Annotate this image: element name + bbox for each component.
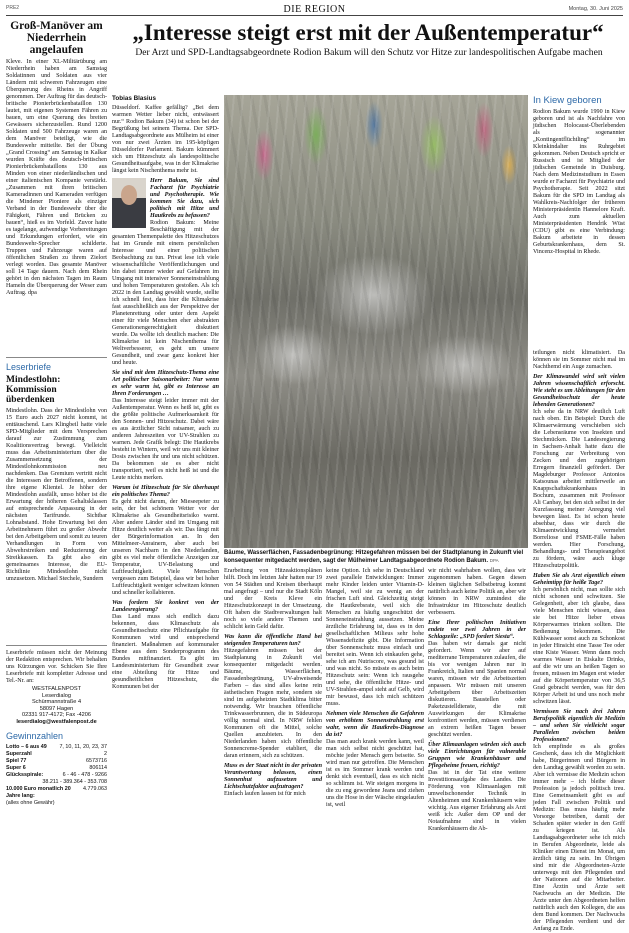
- page-code: PRE2: [6, 5, 20, 11]
- question: Der Klimawandel wird seit vielen Jahren wissenschaftlich erforscht. Wie steht es um Ableitungen für den Gesundheitsschutz der heute lebenden Generationen?: [533, 374, 625, 408]
- answer: Das Interesse steigt leider immer mit der Außentemperatur. Wenn es heiß ist, gibt es die größte politische Aufmerksamkeit für den Sonnen- und Hitzeschutz. Dabei wäre es aus ärztlicher Sicht ratsamer, auch zu anderen Jahreszeiten vor UV-Strahlen zu warnen. Jede Grafik belegt: Die Hautkrebs besteht in Wintern, weil wir uns mit kleiner Dosis zwischen ihr und uns nicht schützen. Da bekommen sie es aber nicht transportiert, weil es nicht heiß ist und die Leute nichts merken.: [112, 398, 219, 481]
- address-block: [6, 686, 107, 726]
- question: Sie sind mit dem Hitzeschutz-Thema eine Art politischer Saisonarbeiter: Nur wenn es sehr warm ist, gibt es Interesse an Ihren Forderungen …: [112, 370, 219, 397]
- answer: teilungen nicht klimatisiert. Da können sie im Sommer nicht mal im Nachthemd ein Auge zumachen.: [533, 350, 625, 370]
- interview-column-4: [428, 568, 526, 868]
- answer: Hitzegefahren müssen bei der Stadtplanung in Zukunft viel konsequenter mitgedacht werden. Bäume, Wasserflächen, Fassadenbegrünung, UV-abweisende Farben – das sind alles keine rein ästhetischen Fragen mehr, sondern sie sind im aufgeheizten Stadtklima bitter notwendig. Wir brauchen öffentliche Trinkwasserbrunnen, die in Südeuropa völlig normal sind. In NRW fehlen Kommunen oft die Mittel, solche Quellen anzubieten. In den Niederlanden haben sich öffentliche Sonnencreme-Spender etabliert, die daran erinnern, sich zu schützen.: [224, 648, 322, 759]
- answer: Ich empfinde es als großes Geschenk, dass ich die Möglichkeit habe, Bürgerinnen und Bürgern in den Landtag gewählt worden zu sein. Aber ich vermisse die Medizin schon immer mehr – ich bleibe dieser Profession ja jedoch politisch treu. Eine Gemeinsamkeit gibt es auf jeden Fall zwischen Politik und Medizin: Das muss häufig mehr Vorsorge betreiben, damit der Schaden später wieder in den Griff zu kriegen ist. Als Landtagsabgeordneter sehe ich mich in Berufen Abgeordnete, leide als Kliniker einen Dienst im Monat, um ärztlich tätig zu sein. Im Übrigen sind mir die Abgeordneten-Arzte unterwegs mit den Pflegenden und der Nationen auf die Mitarbeiter. Eine Ärztin und Ärzte seit Nachwuchs an der Medizin. Die Ärzte unter den Abgeordneten helfen natürlich auch den Kollegen, die aus dem Bund kommen. Der Nachwuchs der Pflegenden verdient und der Anfang zu Ende.: [533, 744, 625, 932]
- address-line: Leserdialog: [42, 692, 71, 699]
- question: Über Klimaanlagen würden sich auch viele Einrichtungen für vulnerable Gruppen wie Krankenhäuser und Pflegeheime freuen, richtig?: [428, 742, 526, 769]
- question: Was kann die öffentliche Hand bei steigenden Temperaturen tun?: [224, 634, 322, 647]
- answer: Es geht nicht darum, der Mieseepeter zu sein, der bei schönem Wetter vor der Klimakrise als Gesundheitsrisiko warnt. Aber andere Länder sind im Umgang mit Hitze deutlich weiter als wir. Das fängt mit der Bürgerinformation an. In den Mittelmeer-Anrainern, aber auch bei unseren Nachbarn in den Niederlanden, gibt es viel mehr öffentliche Anzeigen zur Temperatur, UV-Belastung und Luftfeuchtigkeit. Viele Menschen vergessen zum Beispiel, dass wir bei hoher Luftfeuchtigkeit weniger schwitzen können und schneller kollabieren.: [112, 499, 219, 596]
- question: Eine Ihrer politischen Initiativen endete vor zwei Jahren in der Schlagzeile: „SPD fordert Siesta“.: [428, 620, 526, 640]
- portrait-photo: [112, 178, 146, 228]
- answer: wir nicht wahrhaben wollen, dass wir zugenommen haben. Gegen diesen kleinen täglichen Selbstbetrug kommt natürlich auch keine Politik an, aber wir können in NRW zumindest die Infrastruktur im Hitzeschutz deutlich verbessern.: [428, 568, 526, 616]
- lotto-row: (alles ohne Gewähr): [6, 799, 55, 806]
- question: Vermissen Sie nach drei Jahren Berufspolitik eigentlich die Medizin – und sehen Sie vielleicht sogar Parallelen zwischen beiden Professionen?: [533, 709, 625, 743]
- portrait-box: [112, 178, 219, 220]
- interview-column-2: [224, 568, 322, 868]
- question: Was fordern Sie konkret von der Landesregierung?: [112, 600, 219, 613]
- question: Muss es der Staat nicht in der privaten Verantwortung belassen, einen Sonnenhut aufzusetzen und Lichtschutzfaktor aufzutragen?: [224, 763, 322, 790]
- question: Nehmen viele Menschen die Gefahren von erhöhtem Sonnenstrahlung erst wahr, wenn die Hautkrebs-Diagnose da ist?: [326, 711, 424, 738]
- page-header: [6, 4, 623, 16]
- rubric-letters: Leserbriefe: [6, 362, 52, 372]
- article-subhead: Der Arzt und SPD-Landtagsabgeordnete Rodion Bakum will den Schutz vor Hitze zur landespolitischen Aufgabe machen: [135, 47, 603, 58]
- answer: Das haben wir damals gar nicht gefordert. Wenn wir aber auf mediterrane Temperaturen zulaufen, die bis vor wenigen Jahren nur in Frankreich, Italien und Spanien normal waren, müssen wir die Arbeitszeiten anpassen. Wir müssen mit unseren Arbeitgebern über Arbeitszeiten diskutieren. Baustellen oder Paketzustelldienste, die mit Auswirkungen der Klimakrise konfrontiert werden, müssen verdienen an extrem heißen Tagen besser geschützt werden.: [428, 641, 526, 738]
- interview-column-3: [326, 568, 424, 868]
- caption-text: Bäume, Wasserflächen, Fassadenbegrünung: Hitzegefahren müssen bei der Stadtplanung in Zukunft viel konsequenter mitgedacht werden, sagt der Mülheimer Landtagsabgeordnete Rodion Bakum.: [224, 550, 524, 564]
- section-title: DIE REGION: [283, 4, 346, 15]
- answer: Das man auch krank werden kann, weil man sich selbst nicht geschützt hat, möchte jeder Mensch gern beiseite. So wird man nur getroffen. Die Menschen ist es im Sommer krank werden und denkt sich eventuell, dass es sich nicht so schlimm ist. Wir steigen morgens in die zu eng gewordene Jeans und ziehen uns die Hose in der Wäsche eingelaufen ist, weil: [326, 739, 424, 808]
- lotto-title: Gewinnzahlen: [6, 730, 64, 741]
- article-headline: „Interesse steigt erst mit der Außentemperatur“: [132, 20, 604, 45]
- answer: keine Option. Ich sehe in Deutschland zwei parallele Entwicklungen: Immer mehr Kinder leiden unter Vitamin-D-Mangel, weil sie zu wenig an der frischen Luft sind. Gleichzeitig steigt die Hautkrebsrate, weil sich die Menschen zu häufig ungeschützt der Sonneneinstrahlung aussetzen. Meine ärztliche Erfahrung ist, dass es in den gesellschaftlichen Milieus sehr hohe Wissensdefizite gibt. Die Information über Sonnenschutz muss einfach und bereitet sein. Wenn ich einkaufen gehe, sehe ich am Nutriscore, was gesund ist und was nicht. So müsste es auch beim Hitzeschutz sein: Wenn ich rausgehe und sehe, die öffentliche Hitze- und UV-Strahlen-ampel steht auf Gelb, wird mir bewusst, dass ich mich schützen muss.: [326, 568, 424, 707]
- lotto-row: 10.000 Euro monatlich 20 Jahre lang: 4.779.063: [6, 785, 107, 799]
- address-line: WESTFALENPOST: [31, 686, 82, 692]
- interview-column-1: [112, 95, 219, 867]
- divider: [6, 357, 107, 358]
- address-line: 58097 Hagen: [39, 705, 74, 712]
- lotto-row: Superzahl 2: [6, 750, 107, 757]
- side-article-text: Kleve. In einer XL-Militärübung am Niederrhein haben am Samstag Soldatinnen und Soldaten aus vier Ländern mit schweren Fahrzeugen eine Überquerung des Rheins in Angriff genommen. Der Auftrag für das deutsch-britische Pionierbrückenbataillon 130 lautet, mit eigenen Systemen Fähren zu bauen, um eine Querung des breiten Gewässers sicherzustellen. Rund 1200 Soldaten und 500 Fahrzeuge waren an dem Manöver beteiligt, wie die Bundeswehr mitteilte. Bei der Übung „Grand Crossing“ am Samstag in Kalkar wurden Kräfte des deutsch-britischen Pionierbrückenbataillons 130 aus Minden von einer niederländischen und einer italienischen Kompanie verstärkt. „Zusammen mit ihren britischen Kameradinnen und Kameraden verfügen die Mindener Pioniere als einziger Verband in der Bundeswehr über die Fähigkeit, Fähren und Brücken zu bauen“, hieß es im Vorfeld. Zuvor hatte es tagelange, aufwendige Vorbereitungen und Erkundungen erfordert, wie ein Bundeswehr-Sprecher schilderte. Truppen und Fahrzeuge waren auf öffentlichen Straßen zu ihrem Zielort verlegt worden. Das gesamte Manöver soll 14 Tage dauern. Nach dem Rhein gehört in den nächsten Tagen im Raum Hameln die Überquerung der Weser zum Auftrag. dpa: [6, 59, 107, 296]
- lotto-row: 38.211 - 389.364 - 353.708: [42, 778, 107, 785]
- intro-text: Düsseldorf. Kaffee gefällig? „Bei dem warmen Wetter lieber nicht, entwässert nur.“ Rodion Bakum (34) ist schon bei der Begrüßung bei seinem Thema. Der SPD-Landtagsabgeordnete aus Mülheim ist einer von nur zwei Ärzten im 195-köpfigen Düsseldorfer Parlament. Bakum kümmert sich um Hitzeschutz als landespolitische Gesundheitsaufgabe, was in der Klimakrise längst kein Nischenthema mehr ist.: [112, 105, 219, 174]
- interview-column-5: [533, 350, 625, 932]
- address-line: 02331 917-4172; Fax -4206: [21, 712, 92, 719]
- answer: Das ist in der Tat eine weitere Investitionsaufgabe des Landes. Die Förderung von Klimaanlagen mit umweltschonender Technik in Altenheimen und Krankenhäusern wäre wichtig. Aus eigener Erfahrung als Arzt weiß ich: Außer dem OP und der Notaufnahme sind in vielen Krankenhäusern die Ab-: [428, 770, 526, 832]
- letter-text: Mindestlohn. Dass der Mindestlohn von 15 Euro auch 2027 nicht kommt, ist enttäuschend. Lars Klingbeil hatte viele SPD-Mitglieder mit dem Versprechen darauf zur Zustimmung zum Koalitionsvertrag bewegt. Vielleicht muss das Arbeitsministerium über die Zusammensetzung der Mindestlohnkommission neu nachdenken. Das Gremium vertritt nicht die Interessen der Betroffenen, sondern ihre eigene Klientel. Je höher der Mindestlohn ausfällt, umso höher ist die Erwartung der höheren Gehaltsklassen auf entsprechende Anpassung in der nächsten Tarifrunde. Sichtbar Lohnabstand. Hohe Erwartung bei den Arbeitnehmern führt zu großer Abwehr bei den Arbeitgebern und somit zu teuren Verhandlungen in Form von Abwehrstreiken und Reduzierung der Streikkassen. Es gibt also ein gemeinsames Interesse, die EU-Richtlinie Mindestlohn nicht umzusetzen. Michael Stechele, Sundern: [6, 408, 107, 582]
- divider: [6, 645, 107, 646]
- page-date: Montag, 30. Juni 2025: [568, 6, 623, 12]
- photo-credit: DPA: [489, 558, 499, 563]
- letters-note: Leserbriefe müssen nicht der Meinung der Redaktion entsprechen. Wir behalten uns Kürzungen vor. Schicken Sie Ihre Leserbriefe mit kompletter Adresse und Tel.-Nr. an:: [6, 650, 107, 684]
- answer: Das Land muss sich endlich dazu bekennen, dass Klimaschutz als Gesundheitsschutz eine Pflichtaufgabe für Kommunen wird und entsprechend finanziert. Maßnahmen auf kommunaler Ebene aus dem Sonderprogramm des Bundes mitfinanziert. Es gibt im Landesministerium für Gesundheit zwar eine Abteilung für Hitze und gesundheitlichen Hitzeschutz, die Kommunen bei der: [112, 614, 219, 690]
- question: Herr Bakum, Sie sind Facharzt für Psychiatrie und Psychotherapie. Wie kommen Sie dazu, sich politisch mit Hitze und Hautkrebs zu befassen?: [150, 178, 219, 219]
- bio-text: Rodion Bakum wurde 1990 in Kiew geboren und ist als Nachfahre von jüdischen Holocaust-Überlebenden als sogenannter „Kontingentflüchtling“ im Kleinkindalter ins Ruhrgebiet gekommen. Neben Deutsch spricht er Russisch und ist Mitglied der jüdischen Gemeinde in Duisburg. Nach dem Medizinstudium in Essen wurde er Facharzt für Psychiatrie und Psychotherapie. Seit 2022 sitzt Bakum für die SPD im Landtag als Wahlkreis-Nachfolger der früheren Ministerpräsidentin Hannelore Kraft. Auch zum aktuellen Ministerpräsidenten Hendrik Wüst (CDU) gibt es eine Verbindung: Bakum arbeitete in dessen Geburtskrankenhaus, dem St. Vincenz-Hospital in Rhede.: [533, 109, 625, 255]
- email-link[interactable]: leserdialog@westfalenpost.de: [16, 718, 97, 725]
- lotto-row: Spiel 77 6573716: [6, 757, 107, 764]
- photo-caption: [224, 550, 528, 565]
- lotto-row: Glücksspirale: 6 - 46 - 478 - 9266: [6, 771, 107, 778]
- answer: Erarbeitung von Hitzeaktionsplänen hilft. Doch im letzten Jahr hatten nur 19 von 54 Städten und Kreisen überhaupt mal angefragt – und nur die Stadt Köln und der Kreis Kleve ein Hitzeschutzkonzept in der Umsetzung. Oft haben die Stadtverwaltungen halt noch so viele andere Themen und schlicht kein Geld dafür.: [224, 568, 322, 630]
- lotto-row: Super 6 806114: [6, 764, 107, 771]
- address-line: Schürmannstraße 4: [31, 699, 82, 706]
- answer: Rodion Bakum: Meine Beschäftigung mit der gesamten Themenpalette des Hitzeschutzes hat im Grunde mit einem persönlichen Interesse und einer politischen Beobachtung zu tun. Privat lese ich viele wissenschaftliche Veröffentlichungen und bin dabei immer wieder auf Gefahren im Umgang mit intensiver Sonneneinstrahlung und hohen Temperaturen gestoßen. Als ich 2022 in den Landtag gewählt wurde, stellte ich schnell fest, dass hier die Klimakrise fast ausschließlich aus der Perspektive der Planetenrettung oder unter dem Aspekt einer für viele Menschen eher abstrakten Generationengerechtigkeit diskutiert wurde. Da wollte ich deutlich machen: Die Klimakrise ist kein Nischenthema für Weltverbesserer, es geht um unsere Gesundheit, und zwar ganz konkret hier und heute.: [112, 220, 219, 366]
- fountain-photo: [224, 95, 528, 548]
- answer: Einfach laufen lassen ist für mich: [224, 791, 306, 797]
- question: Warum ist Hitzeschutz für Sie überhaupt ein politisches Thema?: [112, 485, 219, 498]
- answer: Ich sehe da in NRW deutlich Luft nach oben. Ein Beispiel: Durch die Klimaerwärmung verschieben sich die Lebensräume von Insekten und Stechmücken. Die Landesregierung in Sachsen-Anhalt hatte dazu die Forschung zur Verbreitung von Zecken und den zugehörigen Erregern finanziell gefördert. Der Magdeburger Professor Antonios Katsounas arbeitet mittlerweile an Knappschaftskrankenhaus in Bochum, zusammen mit Professor Ali Canbay, bei den sich selbst in der Kurzfassung meiner Anregung viel bewegen lässt. Es ist schon heute absehbar, dass wir durch die Klimaentwicklung vermehrt Borreliose und FSME-Fälle haben werden. Hier Forschung, Behandlungs- und Therapieangebot zu fördern, wäre auch kluge Hitzeschutzpolitik.: [533, 409, 625, 569]
- lotto-results: [6, 744, 107, 807]
- letter-title: Mindestlohn: Kommission überdenken: [6, 375, 61, 405]
- left-sidebar: [6, 20, 107, 868]
- question: Haben Sie als Arzt eigentlich einen Geheimtipp für heiße Tage?: [533, 573, 625, 586]
- bio-title: In Kiew geboren: [533, 95, 602, 106]
- bio-box: [533, 95, 625, 347]
- answer: Ich persönlich nicht, man sollte sich nicht schonen und schwitzen. Sie Gelegenheit, aber ich glaube, dass viele Menschen nicht wissen, dass sie bei Hitze lieber etwas Körperwarmes trinken sollten. Die Bedienung bekommen. Die Kühlwasser sonst auch zu Schonkost in jeder Hinsicht eine Tasse Tee oder eine Kiste Wasser. Wenn dann noch warmes Wasser in Eiskalte Drinks, auf die wir uns an heißen Tagen so freuen, müssen im Magen erst wieder auf die Körpertemperatur von 36,5 Grad gebracht werden, was für den Körper Arbeit ist und uns noch mehr schwitzen lässt.: [533, 587, 625, 705]
- lotto-row: Lotto – 6 aus 49 7, 10, 11, 20, 23, 37: [6, 743, 107, 750]
- author: Tobias Blasius: [112, 95, 156, 102]
- side-article-title: Groß-Manöver am Niederrhein angelaufen: [10, 20, 103, 56]
